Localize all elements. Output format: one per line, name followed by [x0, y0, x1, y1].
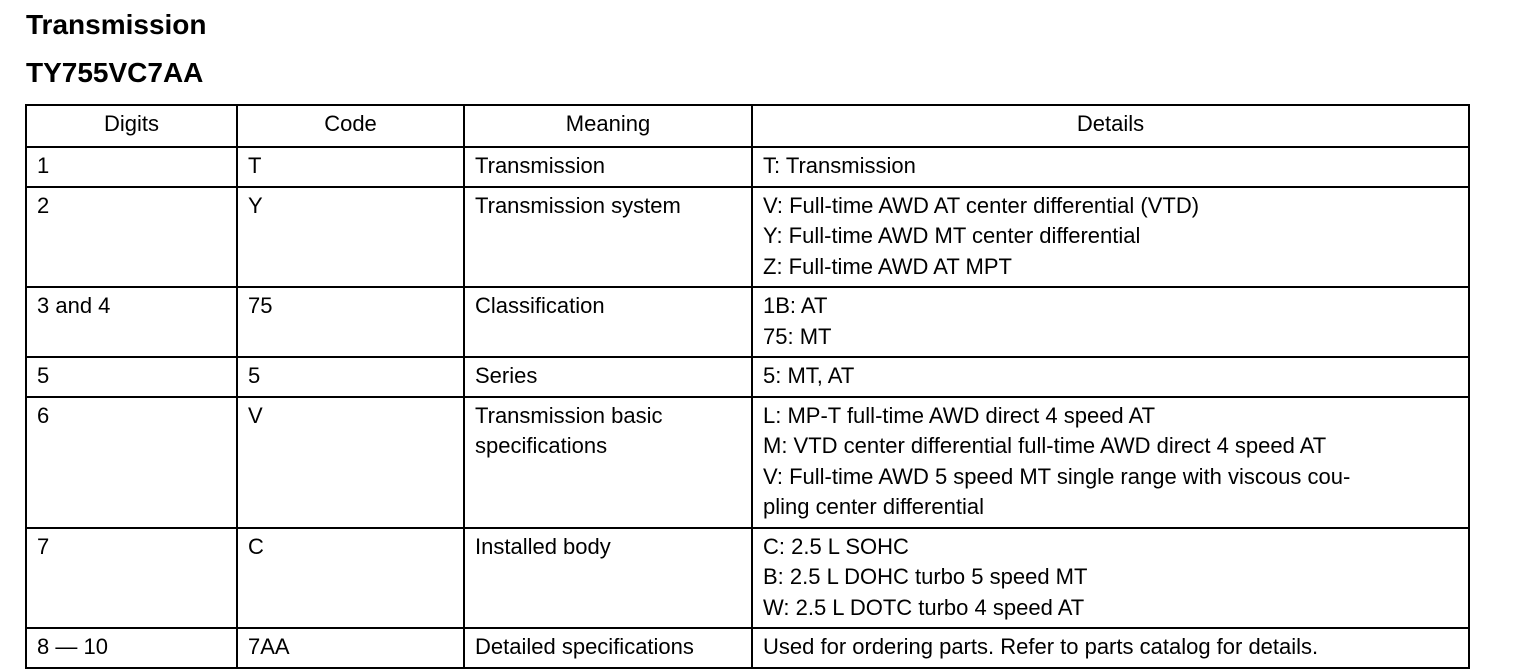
detail-line: M: VTD center differential full-time AWD direct 4 speed AT: [763, 433, 1327, 458]
table-row: [26, 528, 1469, 629]
detail-line: 75: MT: [763, 323, 832, 349]
details-cell: [752, 628, 1469, 668]
digits-cell: 8 — 10: [26, 628, 237, 668]
detail-line: Used for ordering parts. Refer to parts catalog for details.: [763, 634, 1319, 659]
column-header-details: Details: [752, 105, 1469, 147]
digits-cell: 1: [26, 147, 237, 187]
transmission-code: TY755VC7AA: [26, 57, 204, 88]
details-cell: [752, 528, 1469, 629]
table-row: [26, 187, 1469, 288]
detail-line: 1B: AT: [763, 293, 828, 318]
details-cell: [752, 287, 1469, 357]
column-header-code: Code: [237, 105, 464, 147]
digits-cell: 3 and 4: [26, 287, 237, 357]
code-cell: 7AA: [237, 628, 464, 668]
meaning-cell: Detailed specifications: [464, 628, 752, 668]
detail-line: W: 2.5 L DOTC turbo 4 speed AT: [763, 594, 1085, 620]
detail-line: T: Transmission: [763, 153, 916, 178]
column-header-meaning: Meaning: [464, 105, 752, 147]
details-cell: [752, 357, 1469, 397]
meaning-cell: Transmission basic specifications: [464, 397, 752, 528]
digits-cell: 2: [26, 187, 237, 288]
digits-cell: 6: [26, 397, 237, 528]
detail-line: V: Full-time AWD AT center differential (VTD): [763, 192, 1200, 218]
digits-cell: 7: [26, 528, 237, 629]
table-row: [26, 357, 1469, 397]
meaning-cell: Classification: [464, 287, 752, 357]
code-breakdown-table: [25, 104, 1470, 669]
detail-line: 5: MT, AT: [763, 363, 855, 388]
detail-line: Y: Full-time AWD MT center differential: [763, 223, 1141, 248]
code-cell: Y: [237, 187, 464, 288]
meaning-cell: Installed body: [464, 528, 752, 629]
table-header-row: [26, 105, 1469, 147]
digits-cell: 5: [26, 357, 237, 397]
meaning-cell: Series: [464, 357, 752, 397]
table-row: [26, 287, 1469, 357]
code-cell: C: [237, 528, 464, 629]
detail-line: Z: Full-time AWD AT MPT: [763, 253, 1012, 279]
page-title: Transmission: [26, 9, 207, 40]
detail-line: B: 2.5 L DOHC turbo 5 speed MT: [763, 564, 1088, 589]
meaning-cell: Transmission system: [464, 187, 752, 288]
detail-line: pling center differential: [763, 494, 984, 519]
code-cell: 75: [237, 287, 464, 357]
meaning-cell: Transmission: [464, 147, 752, 187]
table-row: [26, 147, 1469, 187]
column-header-digits: Digits: [26, 105, 237, 147]
details-cell: [752, 397, 1469, 528]
detail-line: C: 2.5 L SOHC: [763, 533, 909, 559]
details-cell: [752, 147, 1469, 187]
detail-line: V: Full-time AWD 5 speed MT single range with viscous cou-: [763, 463, 1351, 489]
details-cell: [752, 187, 1469, 288]
code-cell: T: [237, 147, 464, 187]
code-cell: V: [237, 397, 464, 528]
table-row: [26, 628, 1469, 668]
detail-line: L: MP-T full-time AWD direct 4 speed AT: [763, 402, 1156, 428]
table-row: [26, 397, 1469, 528]
code-cell: 5: [237, 357, 464, 397]
